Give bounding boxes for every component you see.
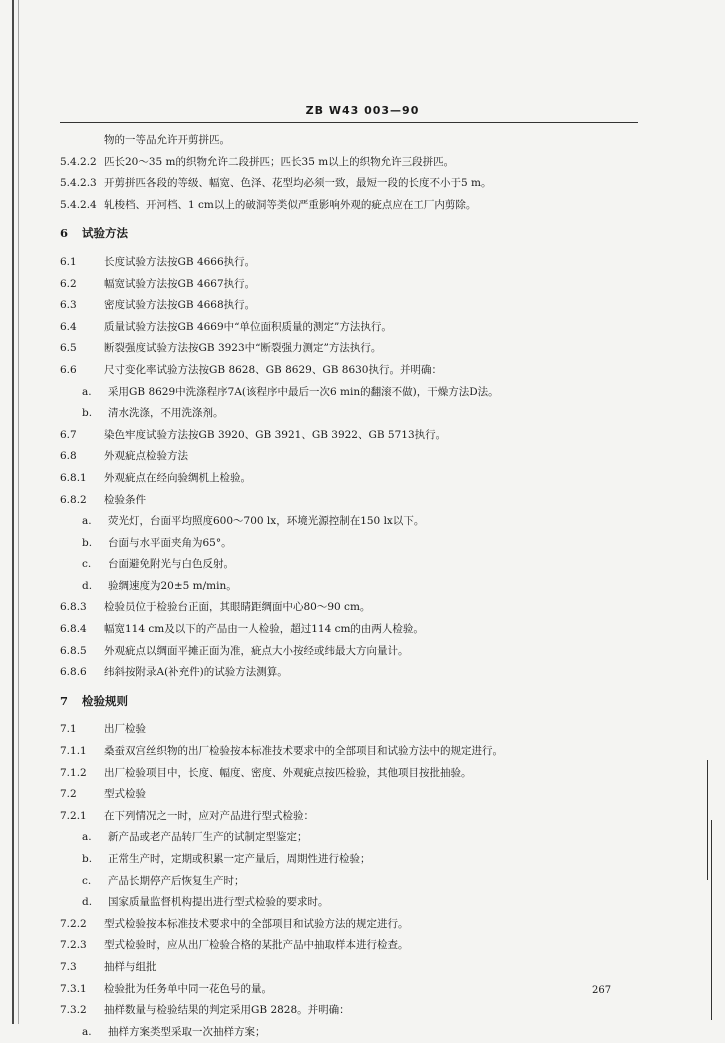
clause-number: a. xyxy=(82,515,92,528)
clause-text: 型式检验按本标准技术要求中的全部项目和试验方法的规定进行。 xyxy=(104,917,409,930)
clause-text: 国家质量监督机构提出进行型式检验的要求时。 xyxy=(108,896,329,909)
list-item xyxy=(60,1022,660,1043)
clause-number: d. xyxy=(82,896,93,909)
clause-number: 6.2 xyxy=(60,277,77,290)
clause-number: d. xyxy=(82,579,93,592)
clause-number: 6.8.1 xyxy=(60,471,87,484)
clause-number: a. xyxy=(82,831,92,844)
clause-number: b. xyxy=(82,407,93,420)
clause-text: 采用GB 8629中洗涤程序7A(该程序中最后一次6 min的翻滚不做)，干燥方法D法。 xyxy=(108,385,499,398)
clause-number: 6.8.3 xyxy=(60,601,87,614)
clause-line xyxy=(60,662,660,684)
clause-line xyxy=(60,597,660,619)
clause-number: 6.6 xyxy=(60,363,77,376)
clause-text: 幅宽114 cm及以下的产品由一人检验，超过114 cm的由两人检验。 xyxy=(104,623,424,636)
clause-line xyxy=(60,173,660,195)
clause-text: 密度试验方法按GB 4668执行。 xyxy=(104,299,256,312)
clause-number: 7.1 xyxy=(60,723,77,736)
section-heading xyxy=(60,223,660,245)
scan-edge-marks xyxy=(707,760,715,1024)
clause-text: 染色牢度试验方法按GB 3920、GB 3921、GB 3922、GB 5713执行。 xyxy=(104,428,447,441)
clause-number: 6.8.6 xyxy=(60,666,87,679)
page-number: 267 xyxy=(592,985,612,996)
list-item xyxy=(60,533,660,555)
clause-line xyxy=(60,1000,660,1022)
clause-text: 验绸速度为20±5 m/min。 xyxy=(108,579,237,592)
clause-number: 7.2 xyxy=(60,788,77,801)
clause-text: 台面与水平面夹角为65°。 xyxy=(108,536,232,549)
clause-line xyxy=(60,274,660,296)
list-item xyxy=(60,576,660,598)
clause-number: 7.1.1 xyxy=(60,745,87,758)
clause-text: 纬斜按附录A(补充件)的试验方法测算。 xyxy=(104,666,288,679)
clause-line xyxy=(60,979,660,1001)
list-item xyxy=(60,892,660,914)
clause-text: 出厂检验项目中，长度、幅度、密度、外观疵点按匹检验，其他项目按批抽验。 xyxy=(104,766,472,779)
list-item xyxy=(60,871,660,893)
clause-number: 7 xyxy=(60,693,69,708)
clause-text: 质量试验方法按GB 4669中“单位面积质量的测定”方法执行。 xyxy=(104,320,392,333)
clause-text: 匹长20～35 m的织物允许二段拼匹；匹长35 m以上的织物允许三段拼匹。 xyxy=(104,155,455,168)
list-item xyxy=(60,511,660,533)
clause-text: 新产品或老产品转厂生产的试制定型鉴定； xyxy=(108,831,308,844)
clause-line xyxy=(60,195,660,217)
clause-text: 外观疵点在经向验绸机上检验。 xyxy=(104,471,251,484)
page-header: ZB W43 003—90 xyxy=(305,104,420,117)
clause-number: 7.2.3 xyxy=(60,939,87,952)
clause-number: 7.2.2 xyxy=(60,917,87,930)
clause-number: b. xyxy=(82,536,93,549)
clause-text: 检验规则 xyxy=(82,693,128,708)
clause-text: 出厂检验 xyxy=(104,723,146,736)
clause-text: 产品长期停产后恢复生产时； xyxy=(108,874,245,887)
clause-line xyxy=(60,935,660,957)
clause-line xyxy=(60,741,660,763)
clause-number: 5.4.2.3 xyxy=(60,177,97,190)
clause-number: a. xyxy=(82,385,92,398)
clause-text: 轧梭档、开河档、1 cm以上的破洞等类似严重影响外观的疵点应在工厂内剪除。 xyxy=(104,198,477,211)
scan-edge-line xyxy=(12,0,14,1024)
clause-line xyxy=(60,295,660,317)
clause-text: 断裂强度试验方法按GB 3923中“断裂强力测定”方法执行。 xyxy=(104,342,382,355)
clause-number: 5.4.2.4 xyxy=(60,198,97,211)
clause-text: 物的一等品允许开剪拼匹。 xyxy=(104,134,230,146)
clause-line xyxy=(60,152,660,174)
list-item xyxy=(60,827,660,849)
clause-number: 7.3.2 xyxy=(60,1004,87,1017)
clause-number: 6.1 xyxy=(60,255,77,268)
list-item xyxy=(60,403,660,425)
clause-number: b. xyxy=(82,853,93,865)
clause-line xyxy=(60,490,660,512)
clause-text: 开剪拼匹各段的等级、幅宽、色泽、花型均必须一致，最短一段的长度不小于5 m。 xyxy=(104,177,492,190)
clause-text: 台面避免附光与白色反射。 xyxy=(108,558,234,571)
clause-text: 检验员位于检验台正面，其眼睛距绸面中心80～90 cm。 xyxy=(104,601,371,614)
clause-text: 正常生产时，定期或积累一定产量后，周期性进行检验； xyxy=(108,853,371,865)
clause-line xyxy=(60,784,660,806)
clause-number: 6 xyxy=(60,226,69,241)
list-item xyxy=(60,382,660,404)
clause-text: 幅宽试验方法按GB 4667执行。 xyxy=(104,277,256,290)
clause-text: 桑蚕双宫丝织物的出厂检验按本标准技术要求中的全部项目和试验方法中的规定进行。 xyxy=(104,745,503,758)
clause-line xyxy=(60,338,660,360)
clause-number: a. xyxy=(82,1025,92,1038)
clause-text: 型式检验 xyxy=(104,788,146,801)
clause-text: 长度试验方法按GB 4666执行。 xyxy=(104,255,256,268)
clause-text: 型式检验时，应从出厂检验合格的某批产品中抽取样本进行检查。 xyxy=(104,939,409,952)
list-item xyxy=(60,849,660,871)
clause-text: 抽样方案类型采取一次抽样方案； xyxy=(108,1025,266,1038)
clause-number: c. xyxy=(82,558,92,571)
section-heading xyxy=(60,691,660,713)
clause-number: 6.8 xyxy=(60,450,77,463)
clause-number: 5.4.2.2 xyxy=(60,155,97,168)
clause-text: 抽样数量与检验结果的判定采用GB 2828。并明确： xyxy=(104,1004,350,1017)
clause-line xyxy=(60,360,660,382)
clause-line xyxy=(60,719,660,741)
clause-text: 抽样与组批 xyxy=(104,960,157,973)
clause-line xyxy=(60,619,660,641)
clause-text: 外观疵点以绸面平摊正面为准，疵点大小按经或纬最大方向量计。 xyxy=(104,644,409,657)
clause-line xyxy=(60,446,660,468)
clause-line xyxy=(60,914,660,936)
clause-text: 检验条件 xyxy=(104,493,146,506)
document-body xyxy=(60,130,660,1043)
clause-number: 6.4 xyxy=(60,320,77,333)
clause-line xyxy=(60,130,660,152)
scan-edge-line xyxy=(18,0,19,1024)
clause-number: 6.8.4 xyxy=(60,623,87,636)
clause-number: 6.5 xyxy=(60,342,77,355)
clause-number: 7.3.1 xyxy=(60,982,87,995)
clause-number: 7.3 xyxy=(60,960,77,973)
clause-number: 7.1.2 xyxy=(60,766,87,779)
clause-number: 6.3 xyxy=(60,299,77,312)
clause-line xyxy=(60,957,660,979)
clause-text: 外观疵点检验方法 xyxy=(104,450,188,463)
clause-text: 尺寸变化率试验方法按GB 8628、GB 8629、GB 8630执行。并明确： xyxy=(104,363,442,376)
clause-number: 6.8.5 xyxy=(60,644,87,657)
clause-line xyxy=(60,468,660,490)
header-rule xyxy=(60,122,638,123)
clause-line xyxy=(60,806,660,828)
clause-line xyxy=(60,763,660,785)
clause-text: 在下列情况之一时，应对产品进行型式检验： xyxy=(104,809,314,822)
list-item xyxy=(60,554,660,576)
clause-number: 6.8.2 xyxy=(60,493,87,506)
clause-number: c. xyxy=(82,874,92,887)
clause-text: 检验批为任务单中同一花色号的量。 xyxy=(104,982,272,995)
clause-number: 7.2.1 xyxy=(60,809,87,822)
clause-line xyxy=(60,317,660,339)
clause-line xyxy=(60,252,660,274)
clause-text: 清水洗涤，不用洗涤剂。 xyxy=(108,407,224,420)
clause-line xyxy=(60,425,660,447)
clause-line xyxy=(60,641,660,663)
clause-text: 荧光灯，台面平均照度600～700 lx，环境光源控制在150 lx以下。 xyxy=(108,515,425,528)
clause-number: 6.7 xyxy=(60,428,77,441)
clause-text: 试验方法 xyxy=(82,226,128,241)
